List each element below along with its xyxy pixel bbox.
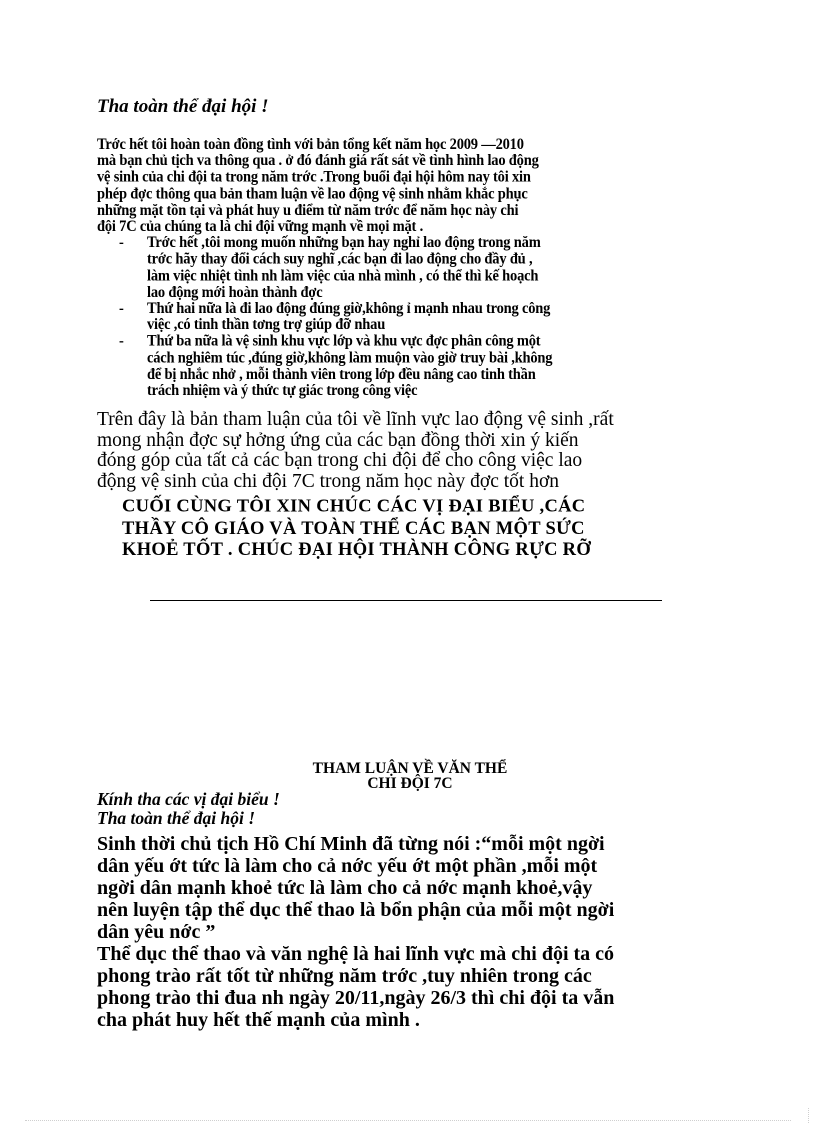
body-line: nên luyện tập thể dục thể thao là bổn phận của mỗi một ngời [97,899,615,921]
bullet-dash: - [119,332,124,351]
section2-subtitle: CHI ĐỘI 7C [367,775,453,792]
body-line: Sinh thời chủ tịch Hồ Chí Minh đã từng nói :“mỗi một ngời [97,833,605,855]
body-line: những mặt tồn tại và phát huy u điểm từ năm trớc để năm học này chi [97,201,519,219]
section2-greeting [97,790,280,827]
bullet-line: để bị nhắc nhở , mỗi thành viên trong lớp đều nâng cao tinh thần [147,365,536,384]
body-line: dân yếu ớt tức là làm cho cả nớc yếu ớt một phần ,mỗi một [97,855,598,877]
body-line: cha phát huy hết thế mạnh của mình . [97,1009,420,1031]
bullet-line: Thứ hai nữa là đi lao động đúng giờ,không ỉ mạnh nhau trong công [147,300,551,318]
closing-line: CUỐI CÙNG TÔI XIN CHÚC CÁC VỊ ĐẠI BIỂU ,CÁC [122,496,586,517]
body-line: Trớc hết tôi hoàn toàn đồng tình với bản tổng kết năm học 2009 —2010 [97,135,524,154]
body-line: vệ sinh của chi đội ta trong năm trớc .Trong buổi đại hội hôm nay tôi xin [97,168,531,187]
body-line: phép đợc thông qua bản tham luận về lao động vệ sinh nhằm khắc phục [97,185,528,203]
body-line: ngời dân mạnh khoẻ tức là làm cho cả nớc mạnh khoẻ,vậy [97,877,593,899]
body-line: đội 7C của chúng ta là chi đội vững mạnh về mọi mặt . [97,218,423,236]
closing-wishes [122,496,732,561]
bullet-item [97,301,727,334]
bullet-line: cách nghiêm túc ,đúng giờ,không làm muộn vào giờ truy bài ,không [147,349,553,367]
bullet-line: Thứ ba nữa là vệ sinh khu vực lớp và khu vực đợc phân công một [147,332,541,351]
greeting-heading: Tha toàn thể đại hội ! [97,96,269,117]
bullet-line: trách nhiệm và ý thức tự giác trong công việc [147,382,418,400]
section-divider [150,600,662,601]
conclusion-line: động vệ sinh của chi đội 7C trong năm học này đợc tốt hơn [97,471,560,493]
body-line: dân yêu nớc ” [97,921,216,943]
body-line: Thể dục thể thao và văn nghệ là hai lĩnh vực mà chi đội ta có [97,943,615,965]
bullet-list [97,236,727,400]
conclusion-line: Trên đây là bản tham luận của tôi về lĩnh vực lao động vệ sinh ,rất [97,409,614,430]
closing-line: THẦY CÔ GIÁO VÀ TOÀN THỂ CÁC BẠN MỘT SỨC [122,517,585,539]
section2-body [97,833,737,1031]
section2-title: THAM LUẬN VỀ VĂN THỂ [312,760,508,777]
report-body [97,137,727,400]
page-corner-mark [808,1108,809,1123]
greeting-line: Kính tha các vị đại biểu ! [97,789,280,809]
body-line: phong trào thi đua nh ngày 20/11,ngày 26/3 thì chi đội ta vẫn [97,987,615,1009]
bullet-line: Trớc hết ,tôi mong muốn những bạn hay nghỉ lao động trong năm [147,234,541,252]
bullet-dash: - [119,234,124,252]
bullet-item [97,334,727,400]
body-line: phong trào rất tốt từ những năm trớc ,tuy nhiên trong các [97,965,592,987]
conclusion-paragraph [97,410,737,493]
closing-line: KHOẺ TỐT . CHÚC ĐẠI HỘI THÀNH CÔNG RỰC RỠ [122,539,592,561]
section2-paragraph [97,833,737,943]
bullet-line: trớc hãy thay đổi cách suy nghĩ ,các bạn đi lao động cho đầy đủ , [147,250,533,269]
conclusion-line: mong nhận đợc sự hởng ứng của các bạn đồng thời xin ý kiến [97,429,579,451]
bullet-line: lao động mới hoàn thành đợc [147,283,323,301]
bullet-line: việc ,có tinh thần tơng trợ giúp đỡ nhau [147,316,386,334]
bullet-dash: - [119,300,124,318]
bullet-line: làm việc nhiệt tình nh làm việc của nhà mình , có thể thì kế hoạch [147,267,539,285]
page-footer-border [25,1120,791,1121]
section2-paragraph [97,943,737,1031]
bullet-item [97,236,727,302]
body-line: mà bạn chủ tịch va thông qua . ở đó đánh giá rất sát về tình hình lao động [97,152,539,170]
greeting-line: Tha toàn thể đại hội ! [97,807,256,828]
conclusion-line: đóng góp của tất cả các bạn trong chi đội để cho công việc lao [97,450,583,472]
